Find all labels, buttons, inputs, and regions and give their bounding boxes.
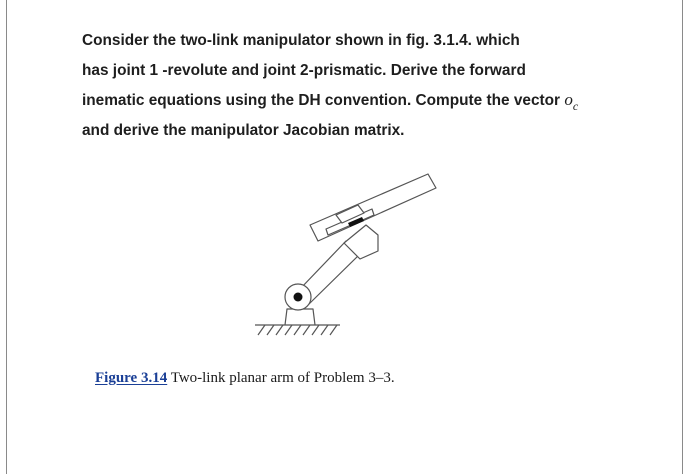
caption-text: Two-link planar arm of Problem 3–3. [167, 370, 395, 386]
base-pedestal [285, 309, 315, 325]
problem-statement [82, 26, 662, 145]
manipulator-figure [240, 165, 450, 355]
problem-line-4: and derive the manipulator Jacobian matrix. [82, 121, 405, 139]
ground-hatch [255, 325, 340, 335]
problem-line-3-text: inematic equations using the DH convention. Compute the vector [82, 92, 561, 109]
vector-subscript: c [572, 99, 579, 113]
problem-line-3 [82, 85, 662, 116]
figure-link[interactable]: Figure 3.14 [95, 370, 168, 386]
vector-oc [564, 90, 579, 113]
vector-symbol: o [564, 90, 573, 109]
revolute-joint-center [294, 293, 303, 302]
problem-line-2: has joint 1 -revolute and joint 2-prismatic. Derive the forward [82, 61, 526, 79]
problem-line-1: Consider the two-link manipulator shown in fig. 3.1.4. which [82, 32, 520, 49]
figure-caption [95, 370, 395, 387]
